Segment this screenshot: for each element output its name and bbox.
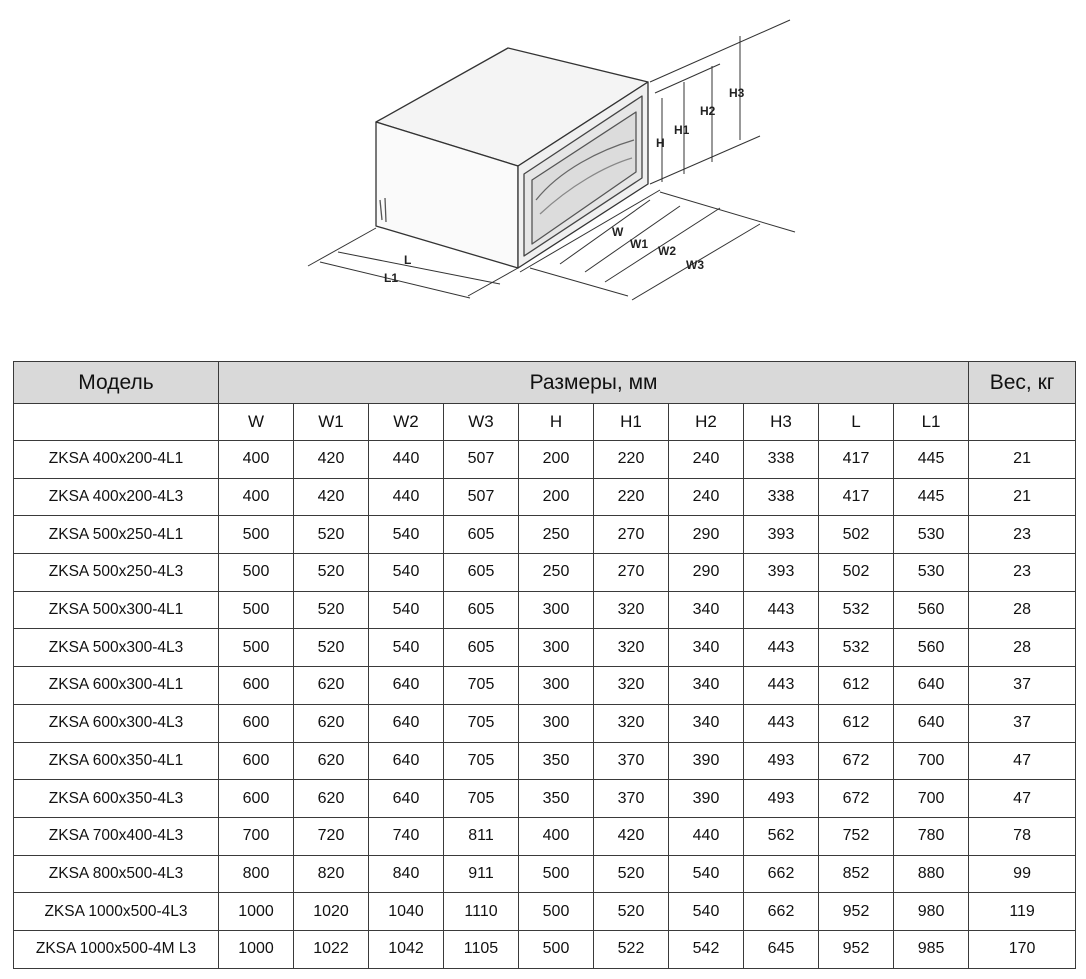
cell-h3: 493 xyxy=(744,742,819,780)
cell-l1: 560 xyxy=(894,629,969,667)
cell-h3: 662 xyxy=(744,855,819,893)
cell-l1: 530 xyxy=(894,516,969,554)
column-header-w2: W2 xyxy=(369,404,444,441)
cell-l: 502 xyxy=(819,516,894,554)
cell-w3: 911 xyxy=(444,855,519,893)
cell-h: 300 xyxy=(519,667,594,705)
cell-w1: 620 xyxy=(294,742,369,780)
cell-w: 1000 xyxy=(219,930,294,968)
cell-h: 500 xyxy=(519,930,594,968)
table-row xyxy=(14,629,1076,667)
header-model-blank xyxy=(14,404,219,441)
header-dimensions: Размеры, мм xyxy=(219,362,969,404)
table-row xyxy=(14,516,1076,554)
cell-model: ZKSA 500x250-4L3 xyxy=(14,554,219,592)
column-header-h1: H1 xyxy=(594,404,669,441)
cell-h: 300 xyxy=(519,704,594,742)
cell-h3: 443 xyxy=(744,629,819,667)
cell-h3: 562 xyxy=(744,817,819,855)
column-header-w3: W3 xyxy=(444,404,519,441)
label-w3: W3 xyxy=(686,258,704,272)
cell-h: 200 xyxy=(519,441,594,479)
cell-w3: 811 xyxy=(444,817,519,855)
cell-model: ZKSA 500x300-4L1 xyxy=(14,591,219,629)
table-group-header xyxy=(14,362,1076,404)
cell-w2: 540 xyxy=(369,516,444,554)
cell-h: 300 xyxy=(519,591,594,629)
label-h1: H1 xyxy=(674,123,690,137)
cell-w2: 440 xyxy=(369,441,444,479)
cell-w1: 420 xyxy=(294,478,369,516)
cell-l1: 445 xyxy=(894,441,969,479)
cell-h: 250 xyxy=(519,554,594,592)
cell-h: 500 xyxy=(519,893,594,931)
cell-w2: 640 xyxy=(369,704,444,742)
cell-h3: 443 xyxy=(744,591,819,629)
cell-w3: 605 xyxy=(444,629,519,667)
cell-w3: 605 xyxy=(444,516,519,554)
table-row xyxy=(14,591,1076,629)
cell-h2: 440 xyxy=(669,817,744,855)
cell-w2: 640 xyxy=(369,667,444,705)
label-h2: H2 xyxy=(700,104,716,118)
cell-w: 400 xyxy=(219,478,294,516)
cell-w: 500 xyxy=(219,629,294,667)
cell-w1: 520 xyxy=(294,591,369,629)
cell-l: 952 xyxy=(819,893,894,931)
cell-weight: 23 xyxy=(969,554,1076,592)
cell-w2: 840 xyxy=(369,855,444,893)
cell-l1: 560 xyxy=(894,591,969,629)
cell-h2: 290 xyxy=(669,554,744,592)
table-row xyxy=(14,478,1076,516)
cell-h1: 220 xyxy=(594,478,669,516)
cell-w1: 620 xyxy=(294,780,369,818)
cell-l1: 640 xyxy=(894,667,969,705)
cell-w1: 1022 xyxy=(294,930,369,968)
cell-weight: 37 xyxy=(969,667,1076,705)
cell-l: 417 xyxy=(819,441,894,479)
cell-h3: 338 xyxy=(744,441,819,479)
cell-h1: 370 xyxy=(594,742,669,780)
cell-l: 502 xyxy=(819,554,894,592)
cell-w: 500 xyxy=(219,591,294,629)
cell-w2: 1042 xyxy=(369,930,444,968)
cell-h2: 240 xyxy=(669,441,744,479)
cell-h2: 540 xyxy=(669,893,744,931)
cell-w3: 507 xyxy=(444,441,519,479)
cell-h: 350 xyxy=(519,780,594,818)
table-row xyxy=(14,780,1076,818)
cell-h1: 522 xyxy=(594,930,669,968)
cell-h3: 393 xyxy=(744,554,819,592)
cell-l: 532 xyxy=(819,629,894,667)
cell-h1: 270 xyxy=(594,516,669,554)
header-model: Модель xyxy=(14,362,219,404)
cell-l: 952 xyxy=(819,930,894,968)
cell-w3: 1105 xyxy=(444,930,519,968)
cell-h3: 443 xyxy=(744,704,819,742)
cell-model: ZKSA 600x350-4L3 xyxy=(14,780,219,818)
cell-w1: 520 xyxy=(294,516,369,554)
table-row xyxy=(14,855,1076,893)
cell-h2: 542 xyxy=(669,930,744,968)
cell-h1: 370 xyxy=(594,780,669,818)
cell-weight: 37 xyxy=(969,704,1076,742)
cell-model: ZKSA 700x400-4L3 xyxy=(14,817,219,855)
cell-w3: 507 xyxy=(444,478,519,516)
cell-h1: 520 xyxy=(594,893,669,931)
cell-weight: 23 xyxy=(969,516,1076,554)
table-dimension-header xyxy=(14,404,1076,441)
cell-w: 600 xyxy=(219,780,294,818)
cell-h3: 645 xyxy=(744,930,819,968)
cell-h3: 662 xyxy=(744,893,819,931)
cell-h2: 540 xyxy=(669,855,744,893)
cell-h2: 340 xyxy=(669,704,744,742)
cell-w1: 520 xyxy=(294,554,369,592)
cell-l: 417 xyxy=(819,478,894,516)
label-h3: H3 xyxy=(729,86,745,100)
column-header-l1: L1 xyxy=(894,404,969,441)
cell-l: 672 xyxy=(819,742,894,780)
table-body xyxy=(14,441,1076,969)
cell-h3: 393 xyxy=(744,516,819,554)
cell-l: 612 xyxy=(819,667,894,705)
cell-h2: 390 xyxy=(669,780,744,818)
cell-l1: 700 xyxy=(894,742,969,780)
cell-w: 500 xyxy=(219,516,294,554)
cell-l: 852 xyxy=(819,855,894,893)
cell-h3: 493 xyxy=(744,780,819,818)
column-header-w1: W1 xyxy=(294,404,369,441)
label-l: L xyxy=(404,253,412,267)
cell-h: 500 xyxy=(519,855,594,893)
cell-model: ZKSA 600x300-4L3 xyxy=(14,704,219,742)
cell-h1: 320 xyxy=(594,591,669,629)
header-weight: Вес, кг xyxy=(969,362,1076,404)
cell-w1: 820 xyxy=(294,855,369,893)
cell-model: ZKSA 1000x500-4L3 xyxy=(14,893,219,931)
cell-h2: 390 xyxy=(669,742,744,780)
cell-w2: 740 xyxy=(369,817,444,855)
cell-l1: 640 xyxy=(894,704,969,742)
label-l1: L1 xyxy=(384,271,399,285)
cell-w1: 1020 xyxy=(294,893,369,931)
cell-model: ZKSA 800x500-4L3 xyxy=(14,855,219,893)
label-h: H xyxy=(656,136,665,150)
cell-model: ZKSA 400x200-4L3 xyxy=(14,478,219,516)
cell-w3: 605 xyxy=(444,591,519,629)
label-w: W xyxy=(612,225,624,239)
cell-model: ZKSA 400x200-4L1 xyxy=(14,441,219,479)
label-w2: W2 xyxy=(658,244,676,258)
cell-l: 672 xyxy=(819,780,894,818)
cell-w2: 640 xyxy=(369,780,444,818)
cell-model: ZKSA 500x300-4L3 xyxy=(14,629,219,667)
cell-h2: 240 xyxy=(669,478,744,516)
cell-model: ZKSA 600x350-4L1 xyxy=(14,742,219,780)
column-header-h2: H2 xyxy=(669,404,744,441)
cell-weight: 28 xyxy=(969,629,1076,667)
cell-h3: 338 xyxy=(744,478,819,516)
cell-h: 350 xyxy=(519,742,594,780)
cell-h: 200 xyxy=(519,478,594,516)
cell-l: 752 xyxy=(819,817,894,855)
cell-w2: 640 xyxy=(369,742,444,780)
table-row xyxy=(14,817,1076,855)
cell-w1: 720 xyxy=(294,817,369,855)
cell-h1: 520 xyxy=(594,855,669,893)
cell-w3: 705 xyxy=(444,742,519,780)
table-row xyxy=(14,554,1076,592)
dimensions-table xyxy=(13,361,1076,969)
table-row xyxy=(14,930,1076,968)
cell-w3: 705 xyxy=(444,704,519,742)
cell-weight: 47 xyxy=(969,742,1076,780)
cell-model: ZKSA 600x300-4L1 xyxy=(14,667,219,705)
cell-h1: 320 xyxy=(594,704,669,742)
table-row xyxy=(14,893,1076,931)
table-row xyxy=(14,441,1076,479)
cell-w3: 1110 xyxy=(444,893,519,931)
column-header-l: L xyxy=(819,404,894,441)
cell-w: 800 xyxy=(219,855,294,893)
cell-h1: 320 xyxy=(594,667,669,705)
column-header-h3: H3 xyxy=(744,404,819,441)
header-weight-blank xyxy=(969,404,1076,441)
cell-w2: 540 xyxy=(369,629,444,667)
cell-weight: 28 xyxy=(969,591,1076,629)
table-row xyxy=(14,667,1076,705)
cell-h2: 340 xyxy=(669,667,744,705)
cell-weight: 47 xyxy=(969,780,1076,818)
cell-w2: 1040 xyxy=(369,893,444,931)
cell-l: 612 xyxy=(819,704,894,742)
cell-h1: 420 xyxy=(594,817,669,855)
column-header-h: H xyxy=(519,404,594,441)
cell-h: 250 xyxy=(519,516,594,554)
cell-model: ZKSA 1000x500-4M L3 xyxy=(14,930,219,968)
dimension-diagram xyxy=(0,0,1086,340)
table-row xyxy=(14,704,1076,742)
cell-w: 600 xyxy=(219,667,294,705)
cell-w3: 705 xyxy=(444,667,519,705)
cell-w: 400 xyxy=(219,441,294,479)
cell-h1: 220 xyxy=(594,441,669,479)
cell-weight: 21 xyxy=(969,478,1076,516)
cell-w: 600 xyxy=(219,704,294,742)
cell-weight: 78 xyxy=(969,817,1076,855)
housing-box xyxy=(376,48,648,268)
cell-h: 300 xyxy=(519,629,594,667)
cell-l1: 700 xyxy=(894,780,969,818)
table-row xyxy=(14,742,1076,780)
cell-weight: 119 xyxy=(969,893,1076,931)
cell-w2: 540 xyxy=(369,554,444,592)
cell-w: 1000 xyxy=(219,893,294,931)
cell-h2: 290 xyxy=(669,516,744,554)
cell-model: ZKSA 500x250-4L1 xyxy=(14,516,219,554)
duct-fan-dimension-drawing xyxy=(0,0,1086,340)
cell-l1: 445 xyxy=(894,478,969,516)
cell-h1: 270 xyxy=(594,554,669,592)
cell-h3: 443 xyxy=(744,667,819,705)
cell-weight: 170 xyxy=(969,930,1076,968)
cell-w: 600 xyxy=(219,742,294,780)
cell-w1: 620 xyxy=(294,667,369,705)
cell-weight: 99 xyxy=(969,855,1076,893)
label-w1: W1 xyxy=(630,237,648,251)
cell-w3: 605 xyxy=(444,554,519,592)
cell-w1: 420 xyxy=(294,441,369,479)
cell-h1: 320 xyxy=(594,629,669,667)
cell-weight: 21 xyxy=(969,441,1076,479)
cell-h2: 340 xyxy=(669,629,744,667)
cell-w: 500 xyxy=(219,554,294,592)
cell-w: 700 xyxy=(219,817,294,855)
column-header-w: W xyxy=(219,404,294,441)
cell-h2: 340 xyxy=(669,591,744,629)
cell-w2: 540 xyxy=(369,591,444,629)
cell-l1: 530 xyxy=(894,554,969,592)
cell-w2: 440 xyxy=(369,478,444,516)
cell-l1: 980 xyxy=(894,893,969,931)
cell-h: 400 xyxy=(519,817,594,855)
cell-l: 532 xyxy=(819,591,894,629)
cell-w1: 520 xyxy=(294,629,369,667)
cell-l1: 780 xyxy=(894,817,969,855)
cell-w3: 705 xyxy=(444,780,519,818)
cell-l1: 880 xyxy=(894,855,969,893)
cell-l1: 985 xyxy=(894,930,969,968)
cell-w1: 620 xyxy=(294,704,369,742)
